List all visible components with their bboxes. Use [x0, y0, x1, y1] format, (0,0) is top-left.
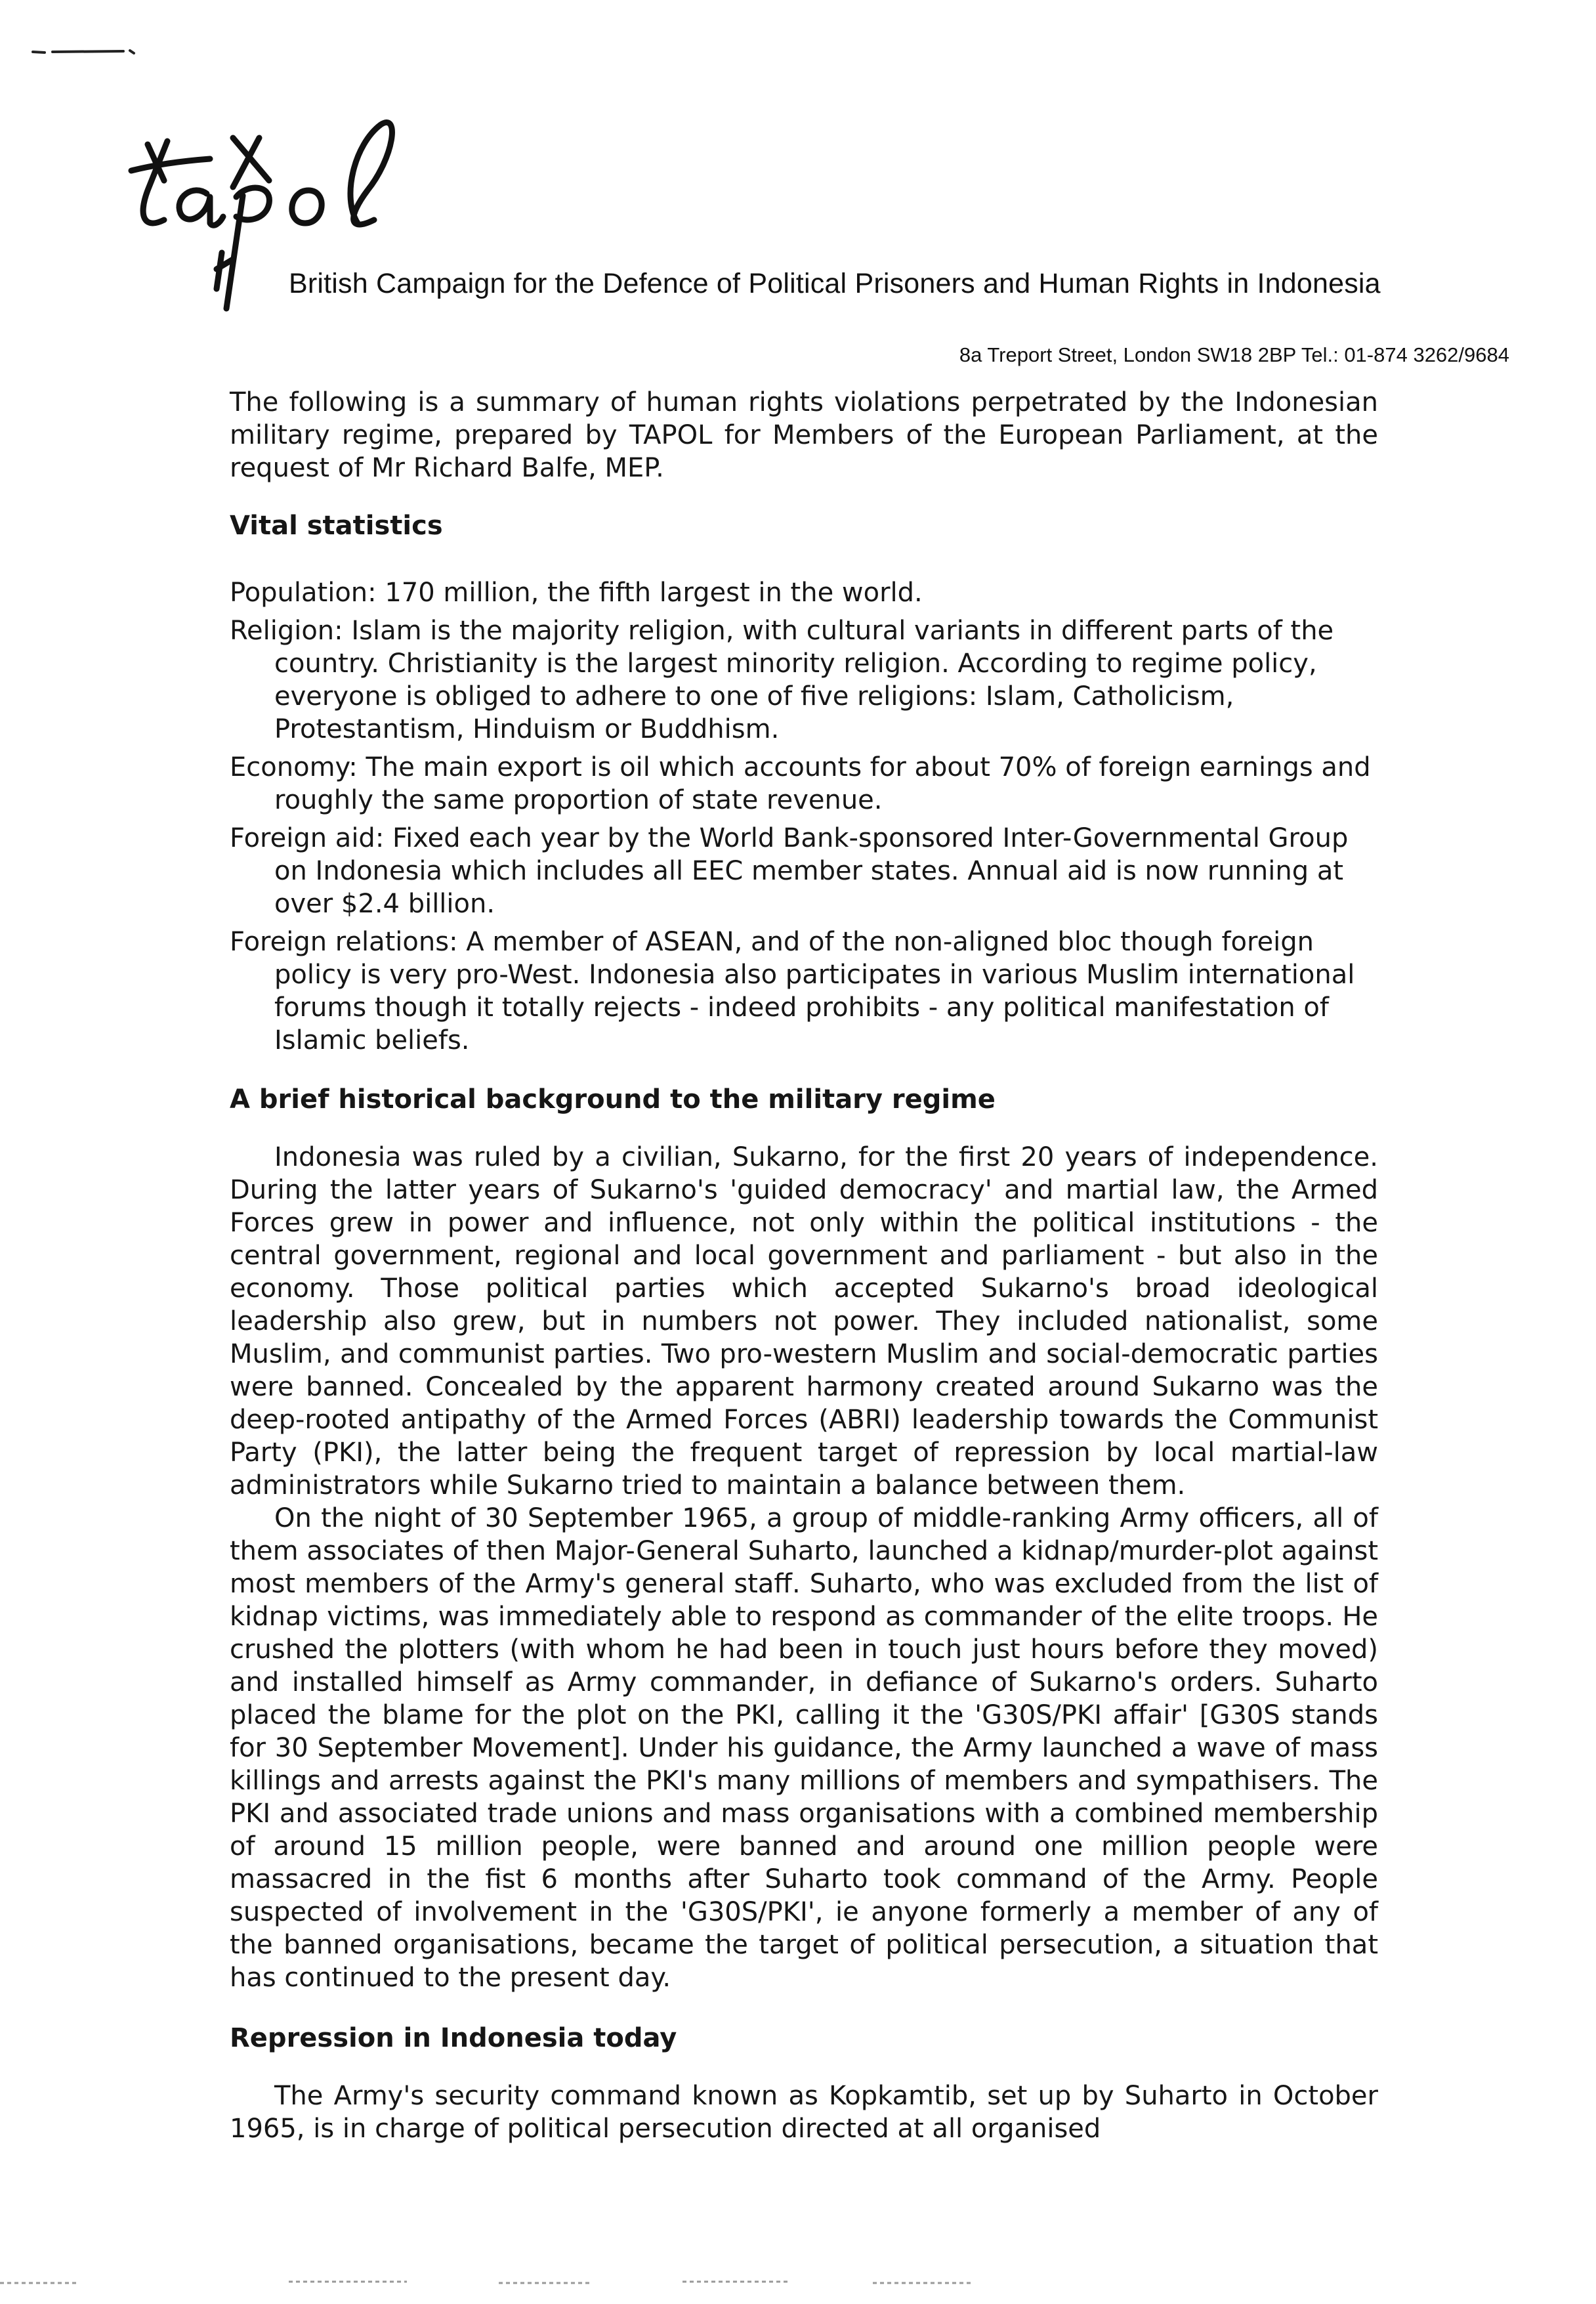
section-heading-historical: A brief historical background to the military regime [230, 1084, 996, 1115]
stat-religion: Religion: Islam is the majority religion, with cultural variants in different parts of the country. Christianity is the largest minority religion. According to regime policy, everyone is obliged to adhere to one of five religions: Islam, Catholicism, Protestantism, Hinduism or Buddhism. [230, 616, 1334, 744]
historical-paragraph-1: Indonesia was ruled by a civilian, Sukarno, for the first 20 years of independence. During the latter years of Sukarno's 'guided democracy' and martial law, the Armed Forces grew in power and influence, not only within the political institutions - the central government, regional and local government and parliament - but also in the economy. Those political parties which accepted Sukarno's broad ideological leadership also grew, but in numbers not power. They included nationalist, some Muslim, and communist parties. Two pro-western Muslim and social-democratic parties were banned. Concealed by the apparent harmony created around Sukarno was the deep-rooted antipathy of the Armed Forces (ABRI) leadership towards the Communist Party (PKI), the latter being the frequent target of repression by local martial-law administrators while Sukarno tried to maintain a balance between them. [230, 1142, 1378, 1501]
scan-bottom-edge [0, 2278, 1596, 2287]
vital-statistics-list [230, 576, 1378, 1057]
intro-paragraph: The following is a summary of human rights violations perpetrated by the Indonesian military regime, prepared by TAPOL for Members of the European Parliament, at the request of Mr Richard Balfe, MEP. [230, 387, 1378, 483]
stat-foreign-relations: Foreign relations: A member of ASEAN, and of the non-aligned bloc though foreign policy is very pro-West. Indonesia also participates in various Muslim international forums though it totally rejects - indeed prohibits - any political manifestation of Islamic beliefs. [230, 927, 1355, 1056]
organisation-address: 8a Treport Street, London SW18 2BP Tel.: 01-874 3262/9684 [959, 343, 1509, 366]
stat-economy: Economy: The main export is oil which accounts for about 70% of foreign earnings and roughly the same proportion of state revenue. [230, 752, 1371, 815]
section-heading-vital-statistics: Vital statistics [230, 511, 443, 541]
repression-paragraph-1: The Army's security command known as Kopkamtib, set up by Suharto in October 1965, is in charge of political persecution directed at all organised [230, 2081, 1378, 2144]
historical-paragraph-2: On the night of 30 September 1965, a group of middle-ranking Army officers, all of them associates of then Major-General Suharto, launched a kidnap/murder-plot against most members of the Army's general staff. Suharto, who was excluded from the list of kidnap victims, was immediately able to respond as commander of the elite troops. He crushed the plotters (with whom he had been in touch just hours before they moved) and installed himself as Army commander, in defiance of Sukarno's orders. Suharto placed the blame for the plot on the PKI, calling it the 'G30S/PKI affair' [G30S stands for 30 September Movement]. Under his guidance, the Army launched a wave of mass killings and arrests against the PKI's many millions of members and sympathisers. The PKI and associated trade unions and mass organisations with a combined membership of around 15 million people, were banned and around one million people were massacred in the fist 6 months after Suharto took command of the Army. People suspected of involvement in the 'G30S/PKI', ie anyone formerly a member of any of the banned organisations, became the target of political persecution, a situation that has continued to the present day. [230, 1503, 1378, 1993]
section-heading-repression: Repression in Indonesia today [230, 2023, 677, 2053]
document-body [230, 386, 1378, 2145]
scan-mark [32, 47, 136, 56]
organisation-name: British Campaign for the Defence of Political Prisoners and Human Rights in Indonesia [289, 268, 1381, 299]
stat-population: Population: 170 million, the fifth largest in the world. [230, 578, 923, 608]
stat-foreign-aid: Foreign aid: Fixed each year by the World Bank-sponsored Inter-Governmental Group on Indonesia which includes all EEC member states. Annual aid is now running at over $2.4 billion. [230, 823, 1349, 919]
